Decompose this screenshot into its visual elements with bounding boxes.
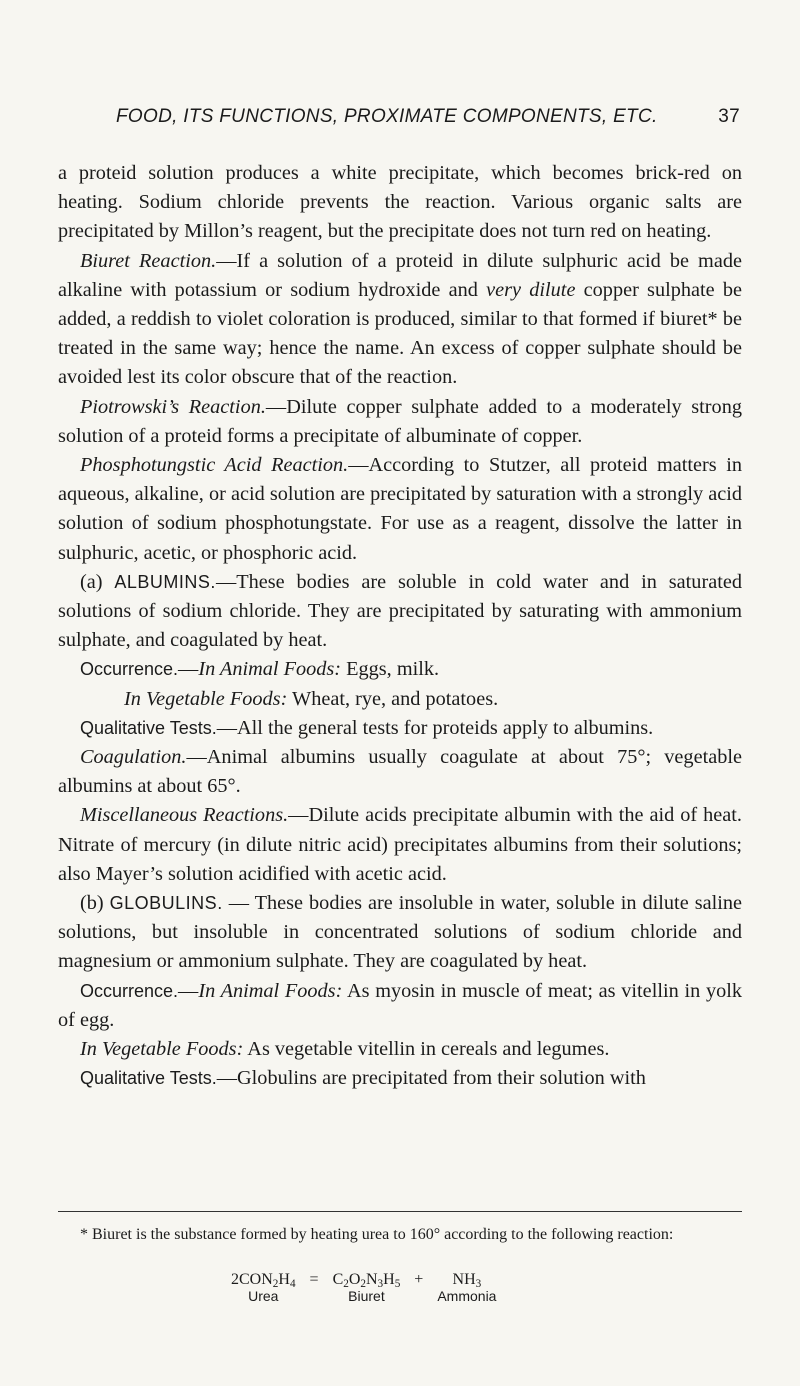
paragraph-occurrence: Occurrence.—In Animal Foods: Eggs, milk. — [80, 658, 440, 681]
equation-label: Ammonia — [437, 1288, 497, 1304]
section-heading: Phosphotungstic Acid Reaction. — [80, 454, 349, 477]
equation-term-biuret: $C_2O_2N_3H_5$ Biuret — [332, 1271, 401, 1304]
plus-sign: + — [414, 1271, 424, 1288]
equation-term-ammonia: $NH_3$ Ammonia — [437, 1271, 497, 1304]
equation-term-urea: $2CON_2H_4$ Urea — [231, 1271, 296, 1304]
paragraph-coagulation: Coagulation.—Animal albumins usually coagulate at about 75°; vegetable albumins at about 65°. — [58, 746, 742, 798]
paragraph-biuret: Biuret Reaction.—If a solution of a proteid in dilute sulphuric acid be made alkaline with potassium or sodium hydroxide and very dilute copper sulphate be added, a reddish to violet coloration is produced, similar to that formed if biuret* be treated in the same way; hence the name. An excess of copper sulphate should be avoided lest its color obscure that of the reaction. — [58, 249, 743, 389]
body-text — [58, 159, 742, 1094]
paragraph-occurrence-vegetable: In Vegetable Foods: As vegetable vitellin in cereals and legumes. — [80, 1038, 610, 1061]
paragraph-miscellaneous: Miscellaneous Reactions.—Dilute acids precipitate albumin with the aid of heat. Nitrate of mercury (in dilute nitric acid) precipitates albumins from their solutions; also Mayer’s solution acidified with acetic acid. — [58, 804, 742, 885]
paragraph: a proteid solution produces a white precipitate, which becomes brick-red on heating. Sodium chloride prevents the reaction. Various organic salts are precipitated by Millon’s reagent, but the precipitate does not turn red on heating. — [58, 162, 742, 243]
footnote — [58, 1224, 742, 1246]
section-heading: ALBUMINS. — [114, 571, 216, 592]
running-header — [80, 106, 740, 136]
section-heading: Qualitative Tests. — [80, 717, 217, 738]
section-heading: Occurrence. — [80, 659, 179, 680]
paragraph-qualitative-tests: Qualitative Tests.—Globulins are precipitated from their solution with — [80, 1067, 646, 1090]
section-heading: Qualitative Tests. — [80, 1068, 217, 1089]
section-heading: Miscellaneous Reactions. — [80, 804, 289, 827]
paragraph-piotrowski: Piotrowski’s Reaction.—Dilute copper sulphate added to a moderately strong solution of a proteid forms a precipitate of albuminate of copper. — [58, 395, 742, 447]
footnote-text: * Biuret is the substance formed by heating urea to 160° according to the following reaction: — [80, 1226, 674, 1243]
section-heading: Piotrowski’s Reaction. — [80, 395, 266, 418]
paragraph-occurrence: Occurrence.—In Animal Foods: As myosin in muscle of meat; as vitellin in yolk of egg. — [58, 979, 742, 1031]
paragraph-albumins: (a) ALBUMINS.—These bodies are soluble in cold water and in saturated solutions of sodium chloride. They are precipitated by saturating with ammonium sulphate, and coagulated by heat. — [58, 570, 742, 652]
section-heading: Biuret Reaction. — [80, 249, 217, 272]
footnote-divider — [58, 1211, 742, 1212]
running-title: FOOD, ITS FUNCTIONS, PROXIMATE COMPONENTS, ETC. — [116, 106, 658, 127]
paragraph-globulins: (b) GLOBULINS. — These bodies are insoluble in water, soluble in dilute saline solutions, but insoluble in concentrated solutions of sodium chloride and magnesium or ammonium sulphate. They are coagulated by heat. — [58, 892, 742, 973]
paragraph-phosphotungstic: Phosphotungstic Acid Reaction.—According to Stutzer, all proteid matters in aqueous, alkaline, or acid solution are precipitated by saturation with a strongly acid solution of sodium phosphotungstate. For use as a reagent, dissolve the latter in sulphuric, acetic, or phosphoric acid. — [58, 454, 742, 564]
paragraph-qualitative-tests: Qualitative Tests.—All the general tests for proteids apply to albumins. — [80, 716, 654, 739]
section-heading: GLOBULINS. — [109, 893, 223, 914]
equals-sign: = — [309, 1271, 319, 1288]
section-heading: Occurrence. — [80, 980, 179, 1001]
page-number: 37 — [718, 106, 740, 127]
equation-label: Biuret — [348, 1288, 385, 1304]
equation-label: Urea — [248, 1288, 279, 1304]
section-heading: Coagulation. — [80, 746, 187, 769]
chemical-equation — [231, 1271, 496, 1303]
paragraph-occurrence-vegetable: In Vegetable Foods: Wheat, rye, and potatoes. — [124, 687, 499, 710]
